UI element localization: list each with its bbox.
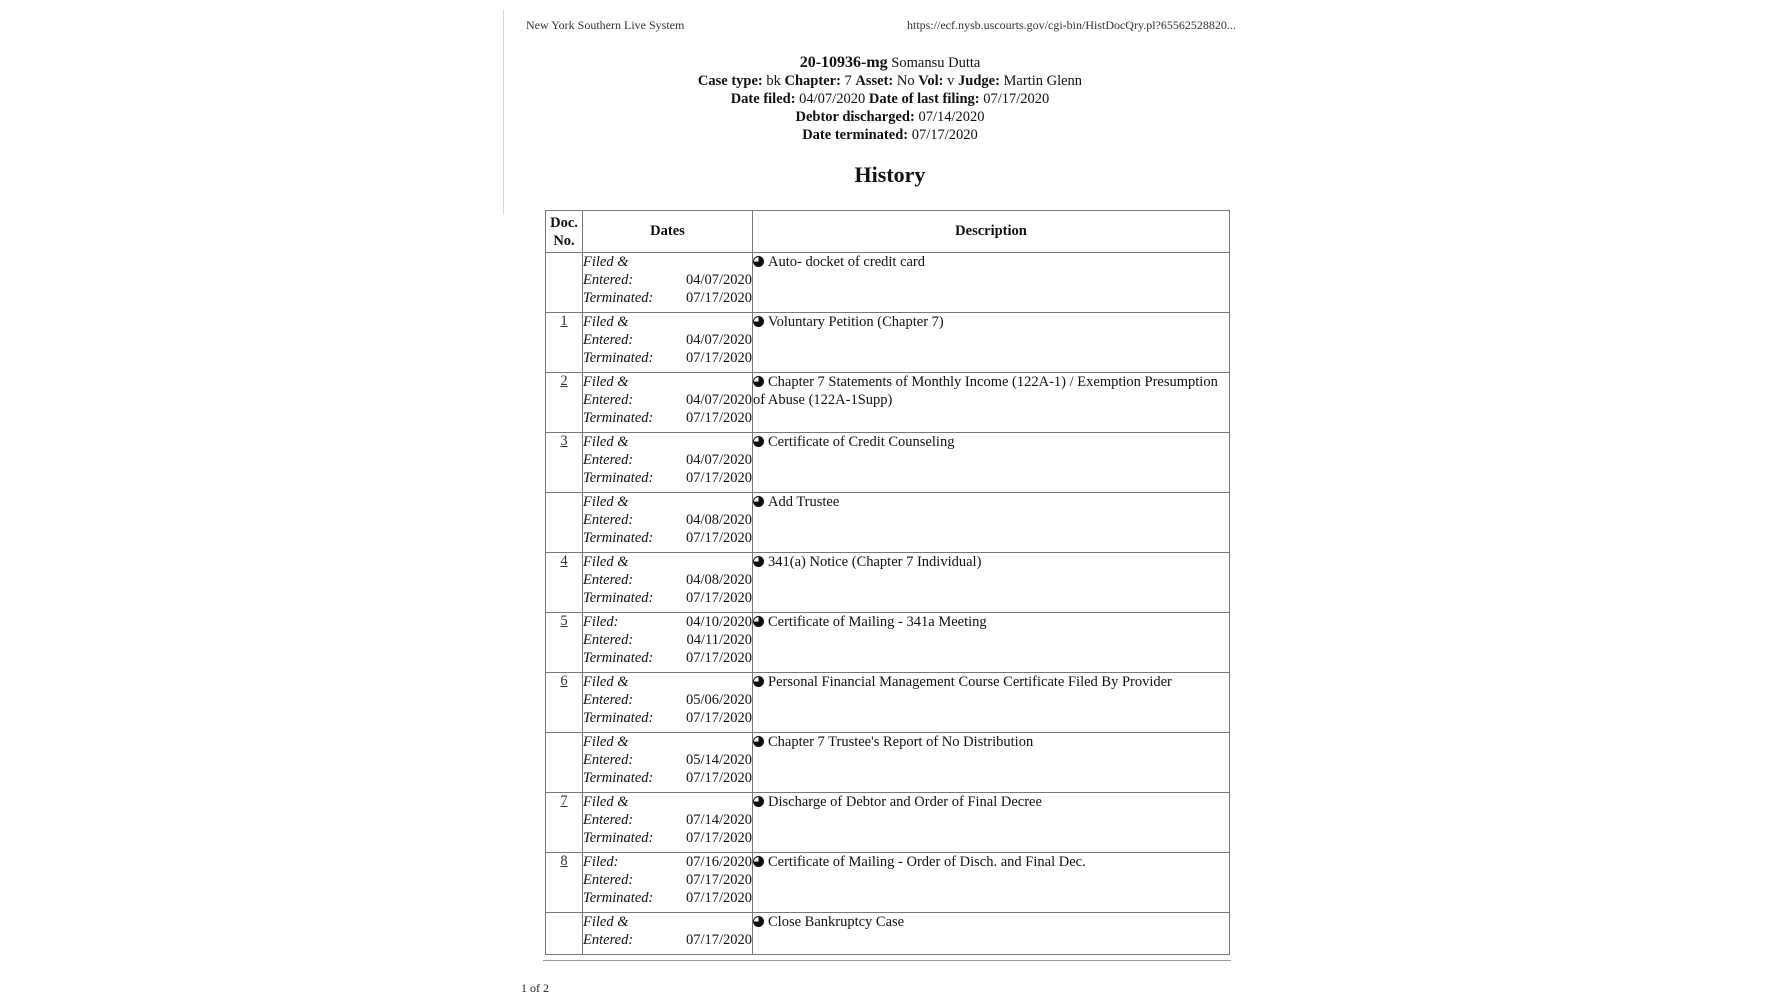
doc-number-link[interactable]: 7 (560, 793, 568, 809)
description-cell (753, 493, 1230, 553)
date-label: Filed & (583, 914, 629, 930)
date-line (583, 553, 752, 571)
table-row (546, 733, 1230, 793)
table-row (546, 493, 1230, 553)
date-label: Entered: (583, 932, 634, 948)
dates-cell (583, 853, 753, 913)
description-cell (753, 373, 1230, 433)
date-value: 04/07/2020 (685, 272, 752, 288)
table-row (546, 673, 1230, 733)
description-text: Auto- docket of credit card (768, 254, 926, 270)
document-status-icon[interactable] (753, 436, 764, 447)
date-label: Entered: (583, 872, 634, 888)
dates-cell (583, 913, 753, 955)
date-value: 07/17/2020 (685, 710, 752, 726)
date-label: Filed & (583, 734, 629, 750)
chapter-label: Chapter: (784, 73, 841, 89)
table-row (546, 793, 1230, 853)
last-filing: 07/17/2020 (983, 91, 1050, 107)
description-cell (753, 433, 1230, 493)
description-cell (753, 313, 1230, 373)
date-label: Filed & (583, 674, 629, 690)
date-value: 07/17/2020 (685, 770, 752, 786)
date-label: Terminated: (583, 410, 654, 426)
col-doc-header: Doc. No. (546, 211, 583, 253)
doc-number-cell (546, 493, 583, 553)
judge: Martin Glenn (1003, 73, 1083, 89)
doc-number-cell (546, 673, 583, 733)
case-number: 20-10936-mg (799, 54, 888, 71)
date-line (583, 589, 752, 607)
date-value: 04/07/2020 (685, 392, 752, 408)
date-line (583, 331, 752, 349)
date-value: 07/17/2020 (685, 932, 752, 948)
date-line (583, 691, 752, 709)
date-label: Filed & (583, 374, 629, 390)
table-row (546, 553, 1230, 613)
date-value: 04/07/2020 (685, 332, 752, 348)
document-status-icon[interactable] (753, 616, 764, 627)
description-cell (753, 913, 1230, 955)
date-line (583, 931, 752, 949)
last-filing-label: Date of last filing: (868, 91, 980, 107)
doc-number-link[interactable]: 4 (560, 553, 568, 569)
date-line (583, 649, 752, 667)
date-line (583, 493, 752, 511)
dates-cell (583, 313, 753, 373)
description-text: 341(a) Notice (Chapter 7 Individual) (768, 554, 982, 570)
date-value: 07/17/2020 (685, 590, 752, 606)
table-row (546, 913, 1230, 955)
date-value: 07/16/2020 (685, 854, 752, 870)
doc-number-link[interactable]: 5 (560, 613, 568, 629)
description-text: Add Trustee (768, 494, 840, 510)
date-label: Terminated: (583, 470, 654, 486)
terminated-date: 07/17/2020 (911, 127, 978, 143)
date-label: Filed & (583, 434, 629, 450)
discharged-date: 07/14/2020 (918, 109, 985, 125)
date-value: 07/17/2020 (685, 830, 752, 846)
date-line (583, 613, 752, 631)
date-label: Entered: (583, 452, 634, 468)
description-cell (753, 613, 1230, 673)
date-line (583, 733, 752, 751)
description-text: Chapter 7 Trustee's Report of No Distribution (768, 734, 1034, 750)
table-row (546, 613, 1230, 673)
date-value: 04/11/2020 (686, 632, 752, 648)
description-cell (753, 673, 1230, 733)
chapter: 7 (844, 73, 852, 89)
description-cell (753, 793, 1230, 853)
description-text: Chapter 7 Statements of Monthly Income (122A-1) / Exemption Presumption of Abuse (122A-1Supp) (753, 374, 1218, 408)
date-label: Filed: (583, 854, 619, 870)
date-value: 04/07/2020 (685, 452, 752, 468)
col-desc-header: Description (753, 211, 1230, 253)
debtor-name: Somansu Dutta (891, 55, 981, 71)
date-line (583, 313, 752, 331)
document-status-icon[interactable] (753, 796, 764, 807)
dates-cell (583, 553, 753, 613)
history-table (545, 210, 1230, 955)
discharged-label: Debtor discharged: (795, 109, 915, 125)
date-label: Filed: (583, 614, 619, 630)
date-value: 05/14/2020 (685, 752, 752, 768)
date-value: 07/14/2020 (685, 812, 752, 828)
judge-label: Judge: (958, 73, 1000, 89)
date-label: Terminated: (583, 710, 654, 726)
dates-cell (583, 493, 753, 553)
date-label: Filed & (583, 794, 629, 810)
date-line (583, 811, 752, 829)
page-number: 1 of 2 (521, 981, 549, 995)
description-text: Certificate of Credit Counseling (768, 434, 955, 450)
document-status-icon[interactable] (753, 856, 764, 867)
doc-number-cell (546, 613, 583, 673)
date-line (583, 793, 752, 811)
asset-label: Asset: (855, 73, 894, 89)
date-line (583, 271, 752, 289)
date-line (583, 751, 752, 769)
date-line (583, 829, 752, 847)
table-row (546, 313, 1230, 373)
date-value: 07/17/2020 (685, 410, 752, 426)
document-status-icon[interactable] (753, 256, 764, 267)
description-cell (753, 253, 1230, 313)
date-line (583, 529, 752, 547)
date-line (583, 889, 752, 907)
date-value: 07/17/2020 (685, 530, 752, 546)
dates-cell (583, 253, 753, 313)
date-label: Entered: (583, 512, 634, 528)
date-filed-label: Date filed: (730, 91, 796, 107)
document-status-icon[interactable] (753, 676, 764, 687)
table-row (546, 853, 1230, 913)
date-label: Terminated: (583, 530, 654, 546)
date-label: Entered: (583, 812, 634, 828)
doc-number-cell (546, 433, 583, 493)
vol: v (947, 73, 955, 89)
date-filed: 04/07/2020 (799, 91, 866, 107)
date-value: 07/17/2020 (685, 872, 752, 888)
system-name: New York Southern Live System (526, 18, 685, 32)
date-label: Filed & (583, 314, 629, 330)
date-value: 07/17/2020 (685, 650, 752, 666)
date-line (583, 853, 752, 871)
document-status-icon[interactable] (753, 376, 764, 387)
table-row (546, 373, 1230, 433)
date-value: 04/08/2020 (685, 572, 752, 588)
date-line (583, 769, 752, 787)
doc-number-cell (546, 793, 583, 853)
doc-number-cell (546, 553, 583, 613)
date-label: Terminated: (583, 890, 654, 906)
table-row (546, 253, 1230, 313)
date-line (583, 673, 752, 691)
col-dates-header: Dates (583, 211, 753, 253)
table-row (546, 433, 1230, 493)
date-label: Entered: (583, 332, 634, 348)
date-label: Filed & (583, 254, 629, 270)
date-line (583, 871, 752, 889)
dates-cell (583, 733, 753, 793)
document-status-icon[interactable] (753, 736, 764, 747)
scan-margin-line (503, 10, 504, 215)
date-line (583, 289, 752, 307)
doc-number-cell (546, 373, 583, 433)
doc-number-cell (546, 913, 583, 955)
date-value: 07/17/2020 (685, 290, 752, 306)
page-url: https://ecf.nysb.uscourts.gov/cgi-bin/HistDocQry.pl?65562528820... (907, 18, 1236, 32)
table-header-row (546, 211, 1230, 253)
doc-number-cell (546, 313, 583, 373)
date-line (583, 631, 752, 649)
date-value: 04/08/2020 (685, 512, 752, 528)
doc-number-cell (546, 253, 583, 313)
case-header (600, 54, 1180, 144)
history-title: History (854, 162, 926, 187)
dates-cell (583, 613, 753, 673)
date-line (583, 433, 752, 451)
date-line (583, 511, 752, 529)
dates-cell (583, 673, 753, 733)
description-cell (753, 853, 1230, 913)
date-value: 07/17/2020 (685, 890, 752, 906)
date-label: Entered: (583, 272, 634, 288)
document-status-icon[interactable] (753, 556, 764, 567)
date-value: 04/10/2020 (685, 614, 752, 630)
document-status-icon[interactable] (753, 316, 764, 327)
description-text: Certificate of Mailing - Order of Disch. and Final Dec. (768, 854, 1086, 870)
date-label: Terminated: (583, 650, 654, 666)
date-label: Entered: (583, 752, 634, 768)
document-status-icon[interactable] (753, 916, 764, 927)
date-label: Terminated: (583, 770, 654, 786)
date-label: Entered: (583, 572, 634, 588)
doc-number-link[interactable]: 2 (560, 373, 568, 389)
date-line (583, 409, 752, 427)
doc-number-link[interactable]: 3 (560, 433, 568, 449)
date-label: Terminated: (583, 290, 654, 306)
doc-number-link[interactable]: 8 (560, 853, 568, 869)
case-type: bk (766, 73, 781, 89)
dates-cell (583, 793, 753, 853)
date-label: Filed & (583, 554, 629, 570)
doc-number-link[interactable]: 1 (560, 313, 568, 329)
description-text: Personal Financial Management Course Certificate Filed By Provider (768, 674, 1172, 690)
description-text: Discharge of Debtor and Order of Final Decree (768, 794, 1042, 810)
date-line (583, 571, 752, 589)
date-label: Terminated: (583, 590, 654, 606)
dates-cell (583, 433, 753, 493)
description-cell (753, 553, 1230, 613)
date-line (583, 469, 752, 487)
case-type-label: Case type: (697, 73, 763, 89)
description-text: Close Bankruptcy Case (768, 914, 905, 930)
date-line (583, 391, 752, 409)
document-status-icon[interactable] (753, 496, 764, 507)
vol-label: Vol: (918, 73, 944, 89)
date-label: Terminated: (583, 350, 654, 366)
date-line (583, 709, 752, 727)
doc-number-cell (546, 853, 583, 913)
description-text: Certificate of Mailing - 341a Meeting (768, 614, 987, 630)
date-value: 05/06/2020 (685, 692, 752, 708)
date-line (583, 373, 752, 391)
dates-cell (583, 373, 753, 433)
doc-number-link[interactable]: 6 (560, 673, 568, 689)
doc-number-cell (546, 733, 583, 793)
asset: No (896, 73, 915, 89)
date-value: 07/17/2020 (685, 470, 752, 486)
footer-rule (543, 960, 1231, 961)
date-label: Terminated: (583, 830, 654, 846)
date-label: Entered: (583, 692, 634, 708)
date-line (583, 913, 752, 931)
description-cell (753, 733, 1230, 793)
date-label: Entered: (583, 632, 634, 648)
date-label: Entered: (583, 392, 634, 408)
terminated-label: Date terminated: (802, 127, 909, 143)
date-line (583, 349, 752, 367)
description-text: Voluntary Petition (Chapter 7) (768, 314, 944, 330)
date-label: Filed & (583, 494, 629, 510)
date-value: 07/17/2020 (685, 350, 752, 366)
date-line (583, 451, 752, 469)
date-line (583, 253, 752, 271)
